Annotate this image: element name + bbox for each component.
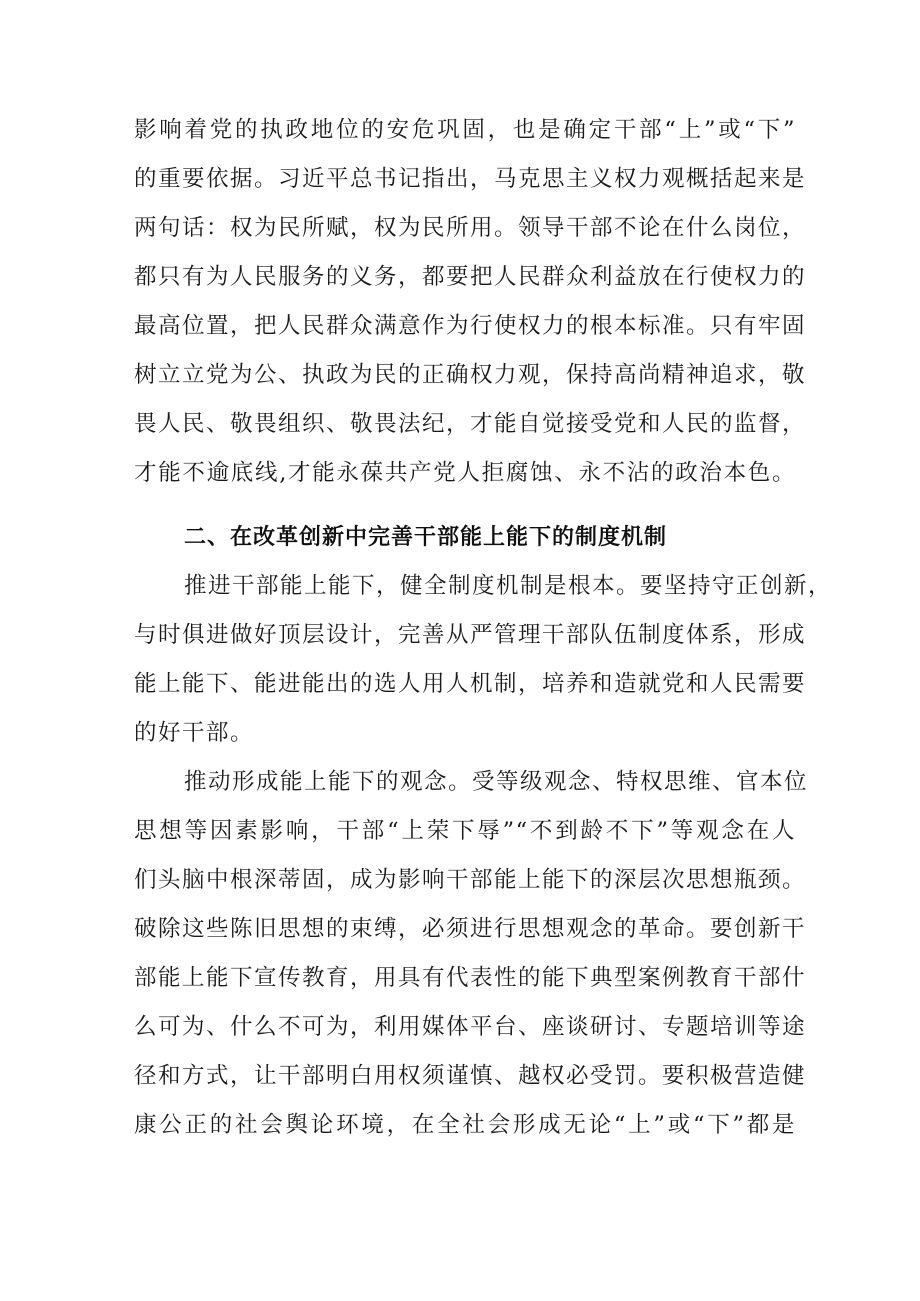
paragraph-line: 破除这些陈旧思想的束缚，必须进行思想观念的革命。要创新干 <box>134 916 807 942</box>
paragraph-line: 思想等因素影响，干部“上荣下辱”“不到龄不下”等观念在人 <box>134 818 796 844</box>
paragraph-line: 们头脑中根深蒂固，成为影响干部能上能下的深层次思想瓶颈。 <box>134 867 807 893</box>
paragraph-line: 树立立党为公、执政为民的正确权力观，保持高尚精神追求，敬 <box>134 362 807 388</box>
paragraph-line: 部能上能下宣传教育，用具有代表性的能下典型案例教育干部什 <box>134 965 807 991</box>
paragraph-line: 与时俱进做好顶层设计，完善从严管理干部队伍制度体系，形成 <box>134 622 807 648</box>
paragraph-line: 的好干部。 <box>134 720 255 746</box>
paragraph-line: 么可为、什么不可为，利用媒体平台、座谈研讨、专题培训等途 <box>134 1014 807 1040</box>
paragraph-line: 畏人民、敬畏组织、敬畏法纪，才能自觉接受党和人民的监督， <box>134 411 807 437</box>
paragraph-line: 能上能下、能进能出的选人用人机制，培养和造就党和人民需要 <box>134 671 807 697</box>
paragraph-line: 推进干部能上能下，健全制度机制是根本。要坚持守正创新， <box>184 573 833 599</box>
paragraph-line: 最高位置，把人民群众满意作为行使权力的根本标准。只有牢固 <box>134 313 807 339</box>
paragraph-line: 径和方式，让干部明白用权须谨慎、越权必受罚。要积极营造健 <box>134 1063 807 1089</box>
paragraph-line: 都只有为人民服务的义务，都要把人民群众利益放在行使权力的 <box>134 264 807 290</box>
paragraph-line: 才能不逾底线,才能永葆共产党人拒腐蚀、永不沾的政治本色。 <box>134 460 796 486</box>
paragraph-line: 的重要依据。习近平总书记指出，马克思主义权力观概括起来是 <box>134 166 807 192</box>
paragraph-line: 两句话：权为民所赋，权为民所用。领导干部不论在什么岗位， <box>134 215 807 241</box>
paragraph-line: 推动形成能上能下的观念。受等级观念、特权思维、官本位 <box>184 769 809 795</box>
paragraph-line: 影响着党的执政地位的安危巩固，也是确定干部“上”或“下” <box>134 117 796 143</box>
section-heading: 二、在改革创新中完善干部能上能下的制度机制 <box>184 525 668 550</box>
paragraph-line: 康公正的社会舆论环境，在全社会形成无论“上”或“下”都是 <box>134 1112 796 1138</box>
